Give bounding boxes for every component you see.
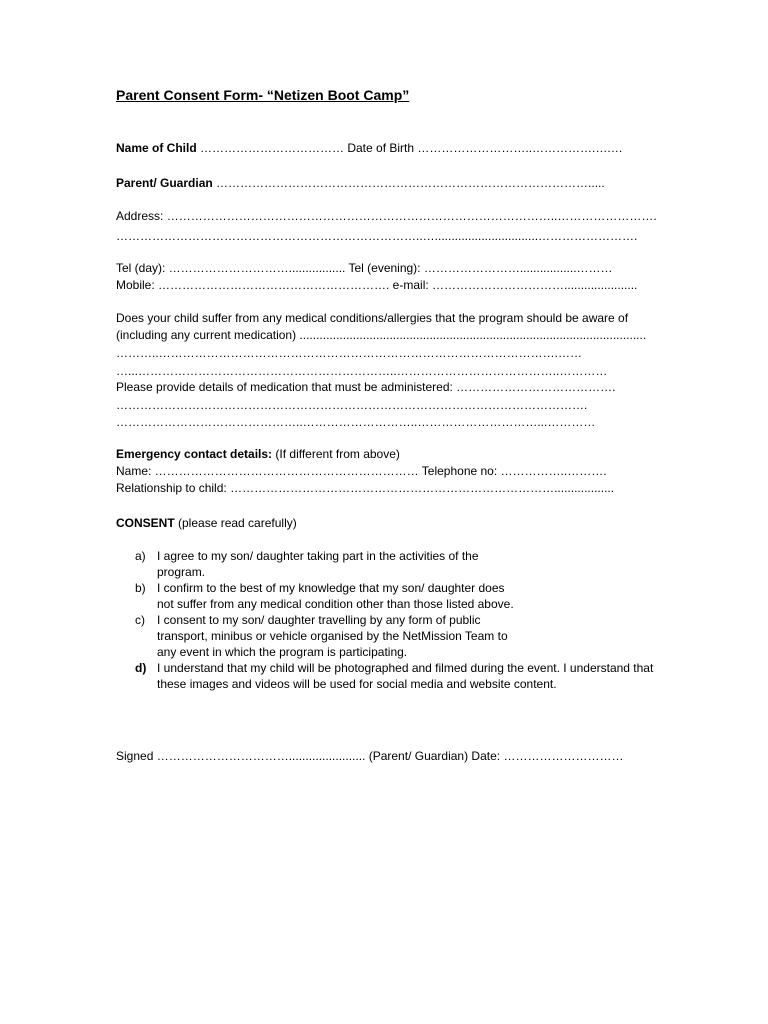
consent-item-d-line-1: I understand that my child will be photographed and filmed during the event. I understand that bbox=[157, 661, 654, 675]
consent-item-a-line-1: I agree to my son/ daughter taking part in the activities of the bbox=[157, 549, 479, 563]
consent-item-d-line-2: these images and videos will be used for social media and website content. bbox=[157, 677, 557, 691]
medical-dots-2: …...………………………………………………………..…………………………………..………… bbox=[116, 364, 608, 378]
consent-item-a-marker: a) bbox=[135, 549, 146, 563]
consent-item-b-marker: b) bbox=[135, 581, 146, 595]
medication-line: Please provide details of medication that must be administered: …………………………………. bbox=[116, 380, 616, 394]
page-title: Parent Consent Form- “Netizen Boot Camp” bbox=[116, 87, 410, 103]
emergency-note: (If different from above) bbox=[272, 447, 400, 461]
medical-question-line-1: Does your child suffer from any medical conditions/allergies that the program should be aware of bbox=[116, 311, 629, 325]
emergency-name-line: Name: ………………………………………………………… Telephone no: ……………..………. bbox=[116, 464, 607, 478]
consent-item-b-line-2: not suffer from any medical condition other than those listed above. bbox=[157, 597, 514, 611]
consent-item-c-marker: c) bbox=[135, 613, 145, 627]
medication-dots-1: ………………………………………………………………………………………………………. bbox=[116, 398, 588, 412]
consent-heading bbox=[116, 516, 297, 530]
medication-dots-2: ………………………………………..………………………..…………………………...………… bbox=[116, 415, 596, 429]
guardian-line bbox=[116, 176, 605, 190]
address-line-1: Address: ……………………………………………………………………………………..……………………. bbox=[116, 209, 657, 223]
dob-label: Date of Birth bbox=[347, 141, 415, 155]
tel-line: Tel (day): …………………………................. Tel (evening): …………………….................……… bbox=[116, 261, 613, 275]
consent-item-c-line-3: any event in which the program is participating. bbox=[157, 645, 408, 659]
child-name-field: ……………………………… bbox=[196, 141, 348, 155]
medical-dots-1: ………..……………………………………………………………………………………….…… bbox=[116, 346, 583, 360]
consent-item-b-line-1: I confirm to the best of my knowledge that my son/ daughter does bbox=[157, 581, 505, 595]
consent-label: CONSENT bbox=[116, 516, 175, 530]
consent-note: (please read carefully) bbox=[174, 516, 297, 530]
child-name-line bbox=[116, 141, 623, 155]
mobile-line: Mobile: …………………………………………………. e-mail: ……………………………...................... bbox=[116, 278, 638, 292]
guardian-label: Parent/ Guardian bbox=[116, 176, 213, 190]
consent-item-a-line-2: program. bbox=[157, 565, 206, 579]
dob-field: ………………………..…………….….… bbox=[414, 141, 623, 155]
emergency-label: Emergency contact details: bbox=[116, 447, 273, 461]
child-name-label: Name of Child bbox=[116, 141, 197, 155]
medical-question-line-2: (including any current medication) ........................................................................................................ bbox=[116, 328, 647, 342]
emergency-heading bbox=[116, 447, 400, 461]
consent-item-d-marker: d) bbox=[135, 661, 147, 675]
consent-item-c-line-2: transport, minibus or vehicle organised by the NetMission Team to bbox=[157, 629, 508, 643]
consent-item-c-line-1: I consent to my son/ daughter travelling by any form of public bbox=[157, 613, 481, 627]
signature-line: Signed ……………………………....................... (Parent/ Guardian) Date: ………………………… bbox=[116, 749, 624, 763]
relationship-line: Relationship to child: ……………………………………………………………………….................. bbox=[116, 481, 615, 495]
guardian-field: …………………………………………………………………………………..... bbox=[212, 176, 605, 190]
address-line-2: …………………………………………………………………..…...............................……………………. bbox=[116, 229, 638, 243]
